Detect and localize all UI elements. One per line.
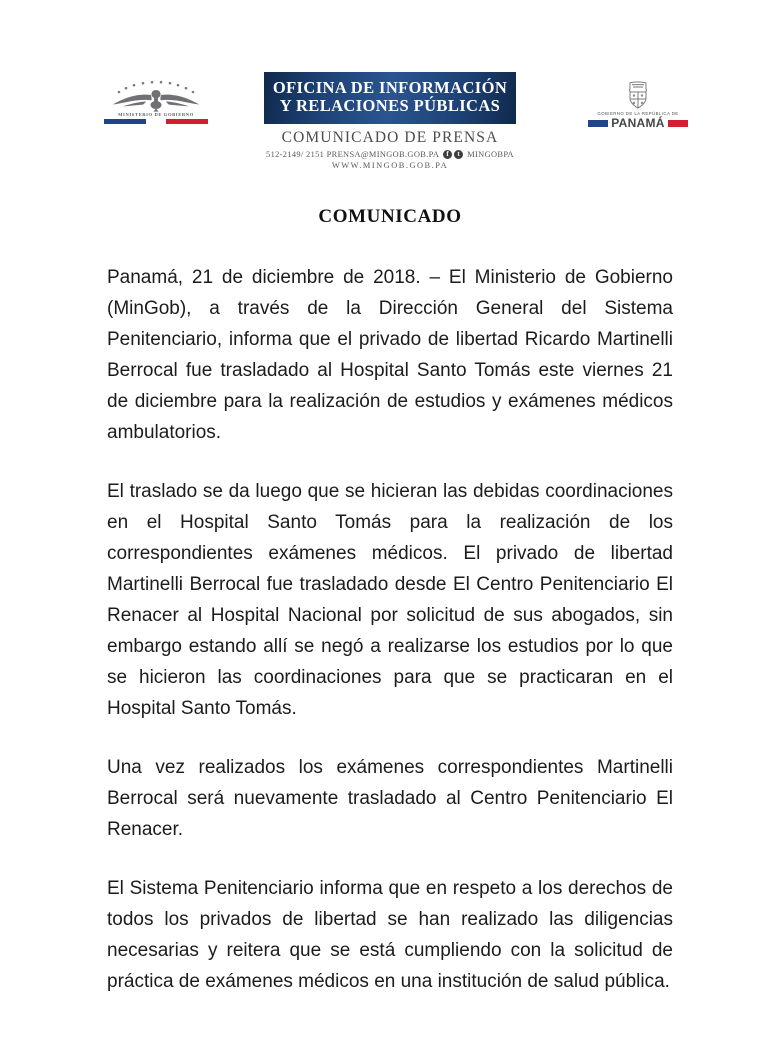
- panama-wordmark: [588, 117, 688, 129]
- paragraph: El traslado se da luego que se hicieran las debidas coordinaciones en el Hospital Santo Tomás para la realización de los correspondientes exámenes médicos. El privado de libertad Martinelli Berrocal fue trasladado desde El Centro Penitenciario El Renacer al Hospital Nacional por solicitud de sus abogados, sin embargo estando allí se negó a realizarse los estudios por lo que se hicieron las coordinaciones para que se practicaran en el Hospital Santo Tomás.: [107, 481, 673, 719]
- page-title: COMUNICADO: [318, 206, 462, 227]
- contact-line: [264, 150, 516, 159]
- government-logo: [588, 80, 688, 129]
- eagle-crest-icon: [97, 80, 215, 114]
- ministry-logo-label: MINISTERIO DE GOBIERNO: [118, 112, 194, 117]
- eagle-icon: [110, 86, 202, 112]
- office-banner: [264, 72, 516, 124]
- social-handle-text: MINGOBPA: [467, 149, 514, 159]
- ministry-flag-bar: [104, 119, 208, 124]
- ministry-logo: [97, 80, 215, 124]
- flag-segment-blue: [104, 119, 146, 124]
- website-text: WWW.MINGOB.GOB.PA: [331, 160, 449, 170]
- government-logo-label: GOBIERNO DE LA REPÚBLICA DE: [597, 111, 679, 116]
- social-icons: [443, 150, 463, 159]
- press-release-subtitle: COMUNICADO DE PRENSA: [281, 128, 499, 146]
- panama-bar-red: [668, 120, 688, 127]
- letterhead-center: [264, 72, 516, 170]
- paragraph: Panamá, 21 de diciembre de 2018. – El Ministerio de Gobierno (MinGob), a través de la Dirección General del Sistema Penitenciario, informa que el privado de libertad Ricardo Martinelli Berrocal fue trasladado al Hospital Santo Tomás este viernes 21 de diciembre para la realización de estudios y exámenes médicos ambulatorios.: [107, 267, 673, 443]
- flag-segment-red: [166, 119, 208, 124]
- twitter-icon[interactable]: t: [454, 150, 463, 159]
- letterhead: [0, 0, 780, 170]
- phone-email-text: 512-2149/ 2151 PRENSA@MINGOB.GOB.PA: [266, 149, 440, 159]
- office-banner-line-1: OFICINA DE INFORMACIÓN: [272, 78, 508, 97]
- paragraph: Una vez realizados los exámenes correspondientes Martinelli Berrocal será nuevamente trasladado al Centro Penitenciario El Renacer.: [107, 757, 673, 840]
- panama-country-label: PANAMÁ: [611, 116, 665, 130]
- flag-segment-white: [146, 119, 166, 124]
- office-banner-line-2: Y RELACIONES PÚBLICAS: [279, 96, 501, 116]
- panama-coat-of-arms-icon: [588, 80, 688, 110]
- coat-of-arms-svg: [625, 80, 651, 110]
- document-body: [107, 228, 673, 997]
- facebook-icon[interactable]: f: [443, 150, 452, 159]
- paragraph: El Sistema Penitenciario informa que en respeto a los derechos de todos los privados de libertad se han realizado las diligencias necesarias y reitera que se está cumpliendo con la solicitud de práctica de exámenes médicos en una institución de salud pública.: [107, 878, 673, 992]
- panama-bar-blue: [588, 120, 608, 127]
